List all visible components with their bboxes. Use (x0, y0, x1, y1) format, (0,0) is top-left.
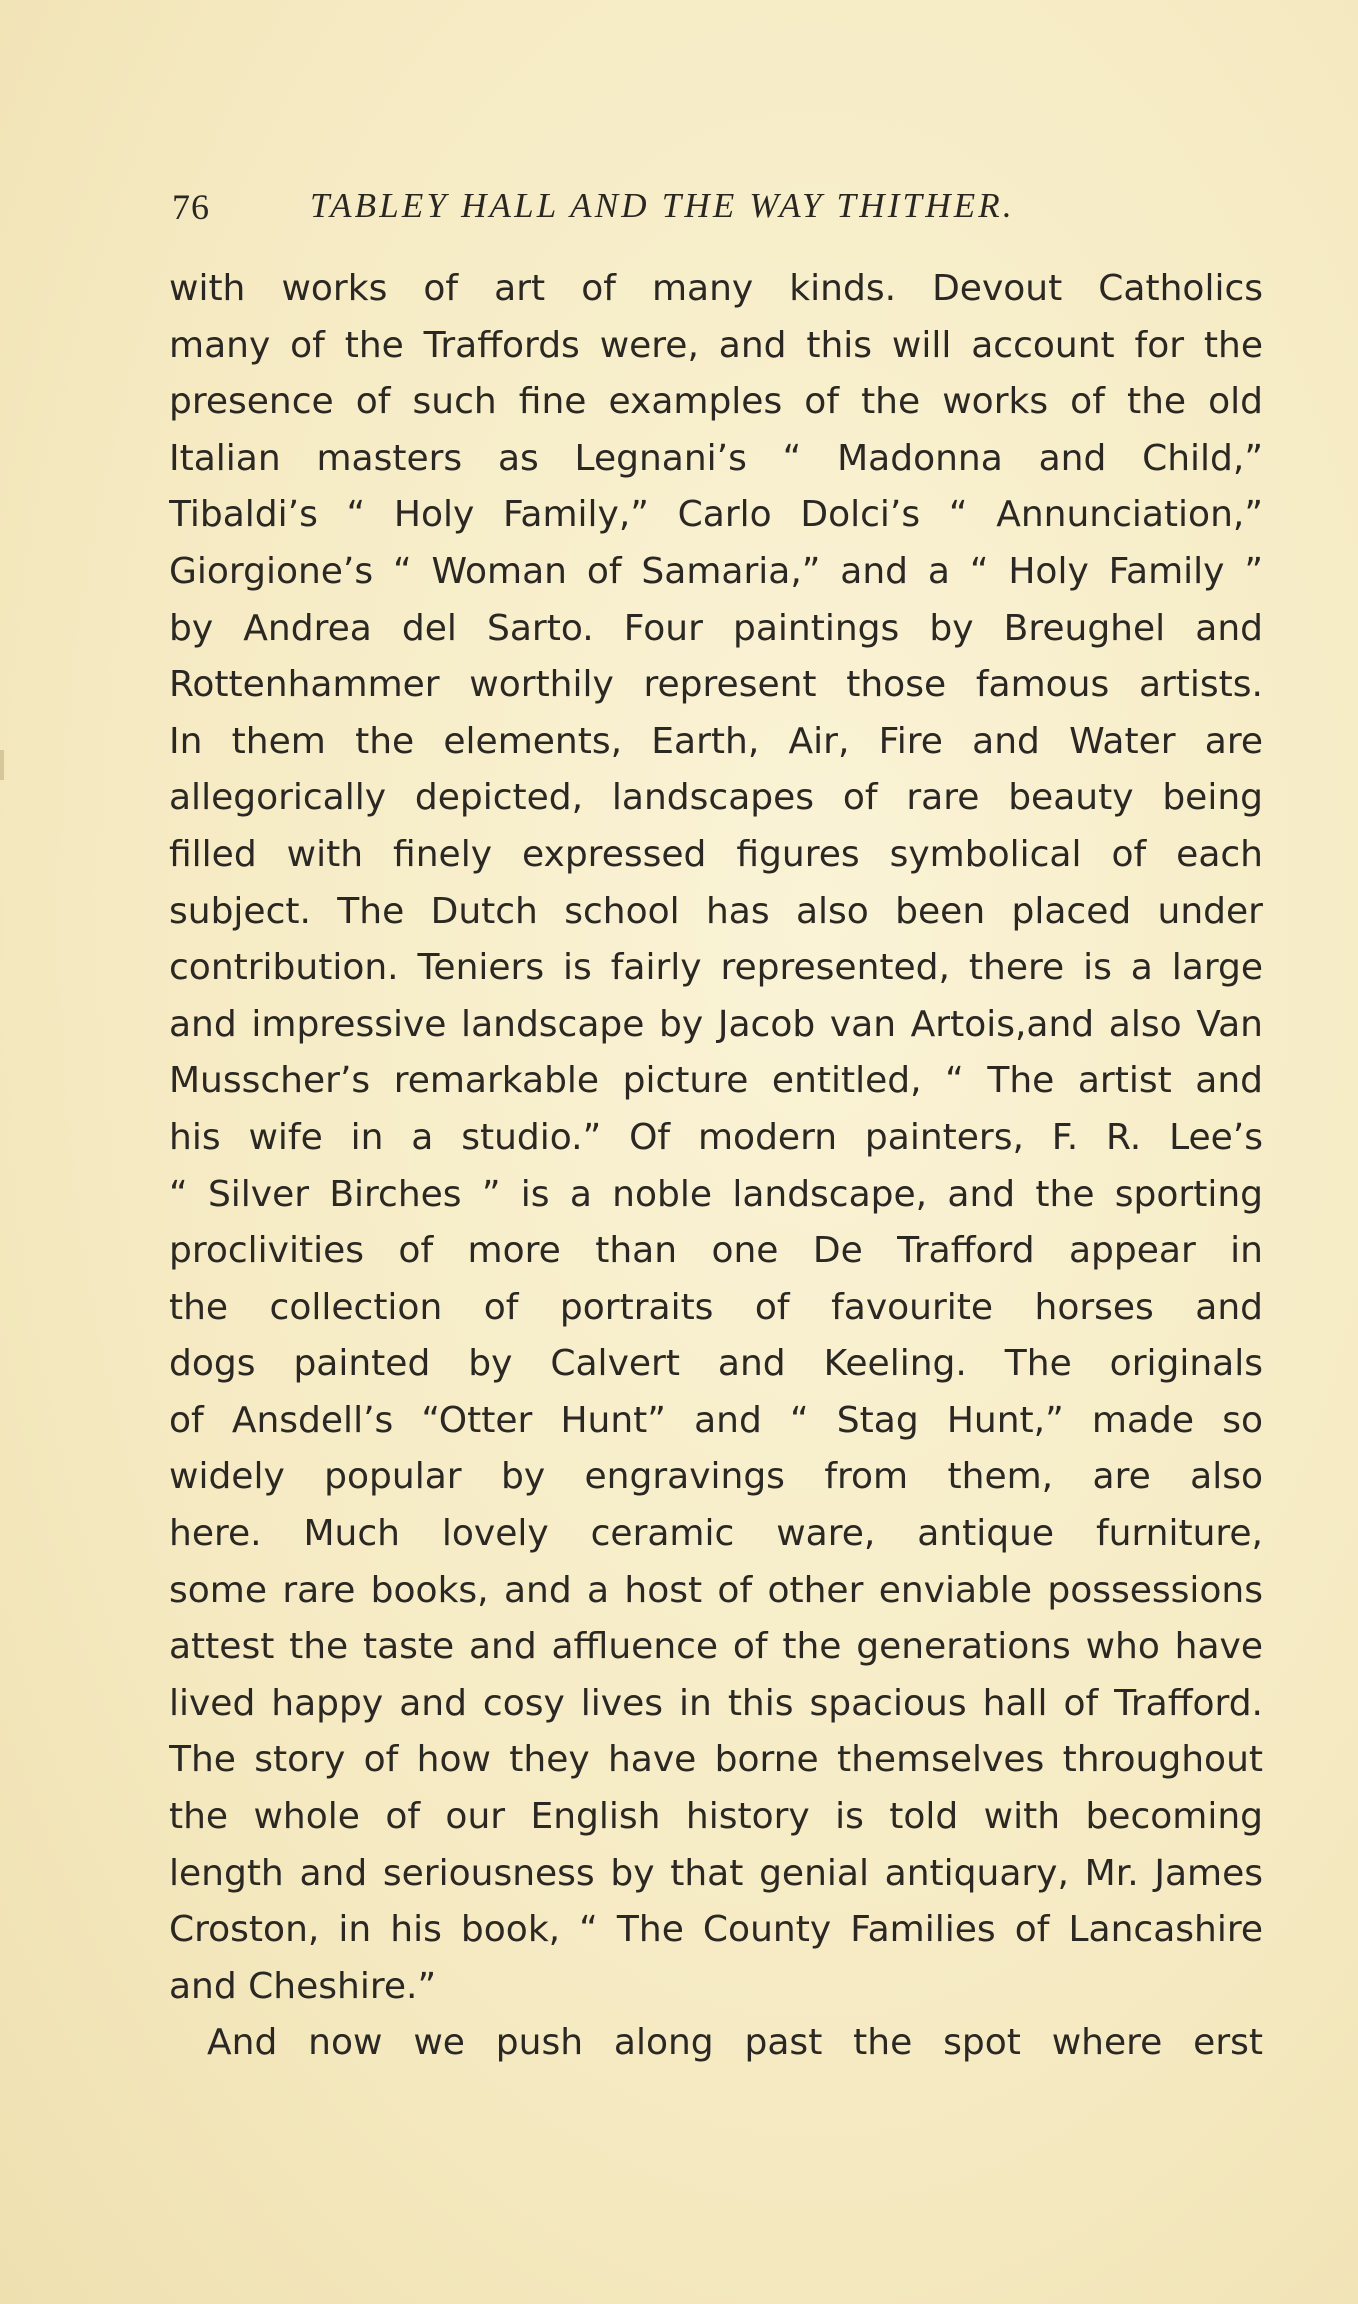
text-line: contribution. Teniers is fairly represented, there is a large (169, 947, 1263, 989)
text-line: some rare books, and a host of other enviable possessions (169, 1569, 1263, 1611)
text-line: of Ansdell’s “Otter Hunt” and “ Stag Hunt,” made so (169, 1399, 1263, 1441)
text-line: Giorgione’s “ Woman of Samaria,” and a “ Holy Family ” (169, 550, 1263, 592)
text-line: attest the taste and affluence of the generations who have (169, 1626, 1263, 1668)
text-line: lived happy and cosy lives in this spacious hall of Trafford. (169, 1682, 1263, 1724)
text-line: with works of art of many kinds. Devout Catholics (169, 268, 1263, 309)
text-line: the collection of portraits of favourite horses and (169, 1286, 1263, 1328)
text-line: and impressive landscape by Jacob van Artois,and also Van (169, 1003, 1263, 1045)
text-line: dogs painted by Calvert and Keeling. The originals (169, 1343, 1263, 1385)
text-line: Musscher’s remarkable picture entitled, “ The artist and (169, 1060, 1263, 1102)
text-line: and Cheshire.” (169, 1965, 437, 2007)
text-line: Rottenhammer worthily represent those famous artists. (169, 664, 1263, 706)
text-line: the whole of our English history is told with becoming (169, 1796, 1263, 1838)
text-line: Tibaldi’s “ Holy Family,” Carlo Dolci’s “ Annunciation,” (169, 494, 1263, 536)
paragraph-start-line: And now we push along past the spot where erst (207, 2022, 1263, 2064)
text-line: allegorically depicted, landscapes of rare beauty being (169, 777, 1263, 819)
text-line: presence of such fine examples of the works of the old (169, 381, 1263, 423)
text-line: by Andrea del Sarto. Four paintings by Breughel and (169, 607, 1263, 649)
text-line: subject. The Dutch school has also been placed under (169, 890, 1263, 932)
text-line: In them the elements, Earth, Air, Fire and Water are (169, 720, 1263, 762)
text-line: filled with finely expressed figures symbolical of each (169, 833, 1263, 875)
text-line: Italian masters as Legnani’s “ Madonna and Child,” (169, 437, 1263, 479)
page-number: 76 (172, 187, 210, 227)
text-line: his wife in a studio.” Of modern painters, F. R. Lee’s (169, 1116, 1263, 1158)
page-header (172, 186, 1172, 236)
text-line: widely popular by engravings from them, are also (169, 1456, 1263, 1498)
text-line: length and seriousness by that genial antiquary, Mr. James (169, 1852, 1263, 1894)
text-line: here. Much lovely ceramic ware, antique furniture, (169, 1513, 1263, 1555)
text-line: many of the Traffords were, and this will account for the (169, 324, 1263, 366)
running-title: TABLEY HALL AND THE WAY THITHER. (310, 186, 1015, 225)
text-line: The story of how they have borne themselves throughout (169, 1739, 1263, 1781)
body-text (169, 261, 1263, 2072)
text-line: proclivities of more than one De Trafford appear in (169, 1230, 1263, 1272)
page-edge-mark (0, 750, 4, 780)
text-line: Croston, in his book, “ The County Families of Lancashire (169, 1909, 1263, 1951)
text-line: “ Silver Birches ” is a noble landscape, and the sporting (169, 1173, 1263, 1215)
